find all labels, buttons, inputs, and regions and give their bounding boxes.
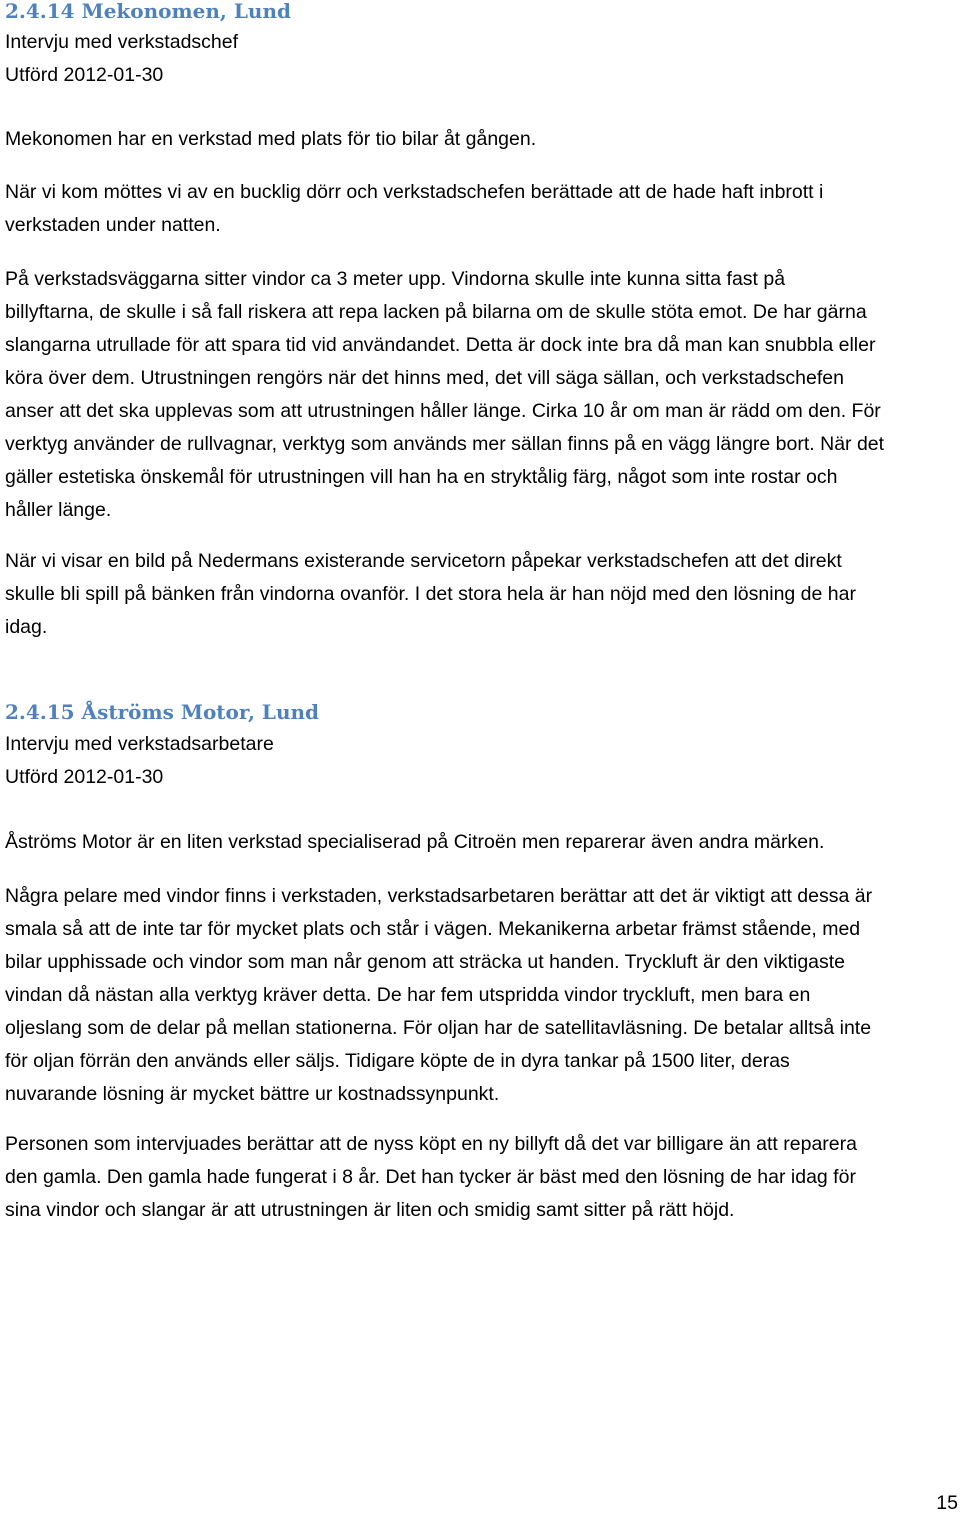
paragraph-line: smala så att de inte tar för mycket plats och står i vägen. Mekanikerna arbetar främst stående, med (5, 918, 861, 940)
paragraph-line: håller länge. (5, 499, 112, 521)
paragraph (5, 545, 856, 644)
paragraph-line: idag. (5, 616, 48, 638)
section-meta-astroms-motor (5, 728, 274, 794)
paragraph (5, 1128, 857, 1227)
paragraph (5, 176, 823, 242)
interview-subtitle: Intervju med verkstadschef (5, 31, 239, 53)
paragraph-line: Personen som intervjuades berättar att de nyss köpt en ny billyft då det var billigare än att reparera (5, 1133, 857, 1155)
paragraph-line: Åströms Motor är en liten verkstad specialiserad på Citroën men reparerar även andra märken. (5, 831, 825, 853)
paragraph-line: verkstaden under natten. (5, 214, 221, 236)
paragraph-line: anser att det ska upplevas som att utrustningen håller länge. Cirka 10 år om man är rädd om den. För (5, 400, 881, 422)
paragraph-line: bilar upphissade och vindor som man når genom att sträcka ut handen. Tryckluft är den viktigaste (5, 951, 846, 973)
paragraph-line: Mekonomen har en verkstad med plats för tio bilar åt gången. (5, 128, 537, 150)
paragraph-line: vindan då nästan alla verktyg kräver detta. De har fem utspridda vindor tryckluft, men bara en (5, 984, 811, 1006)
paragraph-line: På verkstadsväggarna sitter vindor ca 3 meter upp. Vindorna skulle inte kunna sitta fast på (5, 268, 786, 290)
interview-date: Utförd 2012-01-30 (5, 64, 164, 86)
paragraph-line: verktyg använder de rullvagnar, verktyg som används mer sällan finns på en vägg längre bort. När det (5, 433, 885, 455)
paragraph-line: nuvarande lösning är mycket bättre ur kostnadssynpunkt. (5, 1083, 500, 1105)
interview-date: Utförd 2012-01-30 (5, 766, 164, 788)
section-meta-mekonomen (5, 26, 238, 92)
paragraph-line: skulle bli spill på bänken från vindorna ovanför. I det stora hela är han nöjd med den lösning de har (5, 583, 856, 605)
paragraph-line: oljeslang som de delar på mellan stationerna. För oljan har de satellitavläsning. De betalar alltså inte (5, 1017, 872, 1039)
paragraph-line: När vi visar en bild på Nedermans existerande servicetorn påpekar verkstadschefen att det direkt (5, 550, 842, 572)
paragraph-line: billyftarna, de skulle i så fall riskera att repa lacken på bilarna om de skulle stöta emot. De har gärna (5, 301, 867, 323)
page-number: 15 (936, 1492, 958, 1514)
paragraph-line: slangarna utrullade för att spara tid vid användandet. Detta är dock inte bra då man kan snubbla eller (5, 334, 876, 356)
paragraph-line: gäller estetiska önskemål för utrustningen vill han ha en stryktålig färg, något som inte rostar och (5, 466, 838, 488)
paragraph (5, 826, 824, 859)
paragraph (5, 880, 872, 1111)
section-heading-astroms-motor: 2.4.15 Åströms Motor, Lund (5, 700, 320, 724)
section-heading-mekonomen: 2.4.14 Mekonomen, Lund (5, 0, 291, 23)
paragraph-line: När vi kom möttes vi av en bucklig dörr och verkstadschefen berättade att de hade haft inbrott i (5, 181, 824, 203)
paragraph-line: sina vindor och slangar är att utrustningen är liten och smidig samt sitter på rätt höjd. (5, 1199, 735, 1221)
paragraph-line: köra över dem. Utrustningen rengörs när det hinns med, det vill säga sällan, och verkstadschefen (5, 367, 844, 389)
paragraph-line: för oljan förrän den används eller säljs. Tidigare köpte de in dyra tankar på 1500 liter, deras (5, 1050, 790, 1072)
paragraph (5, 123, 536, 156)
paragraph (5, 263, 884, 527)
paragraph-line: Några pelare med vindor finns i verkstaden, verkstadsarbetaren berättar att det är viktigt att dessa är (5, 885, 873, 907)
interview-subtitle: Intervju med verkstadsarbetare (5, 733, 274, 755)
paragraph-line: den gamla. Den gamla hade fungerat i 8 år. Det han tycker är bäst med den lösning de har idag för (5, 1166, 856, 1188)
